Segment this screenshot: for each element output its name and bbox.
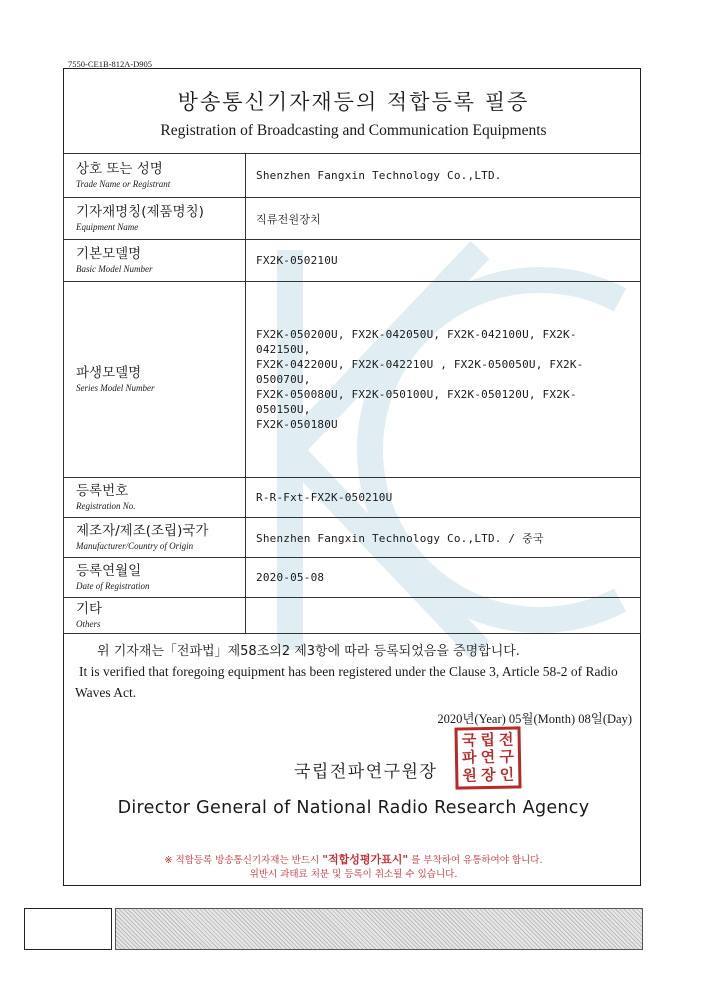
label-ko: 기자재명칭(제품명칭) [76,204,204,220]
registration-table [63,153,641,634]
series-line: FX2K-050200U, FX2K-042050U, FX2K-042100U, FX2K-042150U, [256,328,577,356]
agency-english: Director General of National Radio Research Agency [117,798,590,818]
label-en: Trade Name or Registrant [76,179,171,189]
value-manufacturer: Shenzhen Fangxin Technology Co.,LTD. / 중국 [246,518,641,558]
value-registration-no: R-R-Fxt-FX2K-050210U [246,478,641,518]
row-date-registration [64,558,641,598]
row-trade-name [64,154,641,198]
value-others [246,598,641,634]
warning-note-1 [0,851,707,867]
value-series-model [246,282,641,478]
label-ko: 등록번호 [76,483,129,499]
row-others [64,598,641,634]
series-line: FX2K-050180U [256,418,338,431]
title-korean: 방송통신기자재등의 적합등록 필증 [177,90,530,114]
form-code: 7550-CE1B-812A-D905 [68,59,153,69]
label-ko: 파생모델명 [76,365,142,381]
value-equipment: 직류전원장치 [246,198,641,240]
label-en: Series Model Number [76,383,155,393]
label-en: Registration No. [76,501,136,511]
row-registration-no [64,478,641,518]
series-line: FX2K-042200U, FX2K-042210U , FX2K-050050U, FX2K-050070U, [256,358,584,386]
footer-security-stripe [115,908,643,950]
row-basic-model [64,240,641,282]
issue-date: 2020년(Year) 05월(Month) 08일(Day) [437,712,632,726]
label-ko: 상호 또는 성명 [76,161,163,177]
statement-korean: 위 기자재는「전파법」제58조의2 제3항에 따라 등록되었음을 증명합니다. [97,644,520,659]
series-line: FX2K-050080U, FX2K-050100U, FX2K-050120U, FX2K-050150U, [256,388,577,416]
value-basic-model: FX2K-050210U [246,240,641,282]
title-english: Registration of Broadcasting and Communication Equipments [160,122,547,139]
footer-blank-box [24,908,112,950]
row-manufacturer [64,518,641,558]
official-seal-stamp: 국 립 전 파 연 구 원 장 인 [454,726,521,789]
warning-note-2: 위반시 과태료 처분 및 등록이 취소될 수 있습니다. [249,869,458,880]
label-en: Basic Model Number [76,264,153,274]
value-trade-name: Shenzhen Fangxin Technology Co.,LTD. [246,154,641,198]
label-en: Date of Registration [76,581,150,591]
statement-english: It is verified that foregoing equipment has been registered under the Clause 3, Article 58-2 of Radio Waves Act. [75,664,618,700]
value-date-registration: 2020-05-08 [246,558,641,598]
label-en: Others [76,619,101,629]
note-post: 를 부착하여 유통하여야 합니다. [411,855,543,866]
row-equipment [64,198,641,240]
label-ko: 등록연월일 [76,563,142,579]
note-emphasis: "적합성평가표시" [322,853,409,866]
label-en: Manufacturer/Country of Origin [76,541,194,551]
label-en: Equipment Name [76,222,139,232]
agency-korean: 국립전파연구원장 [294,762,438,782]
label-ko: 기본모델명 [76,246,142,262]
note-pre: ※ 적합등록 방송통신기자재는 반드시 [164,855,320,866]
label-ko: 기타 [76,601,103,617]
label-ko: 제조자/제조(조립)국가 [76,523,209,539]
row-series-model [64,282,641,478]
